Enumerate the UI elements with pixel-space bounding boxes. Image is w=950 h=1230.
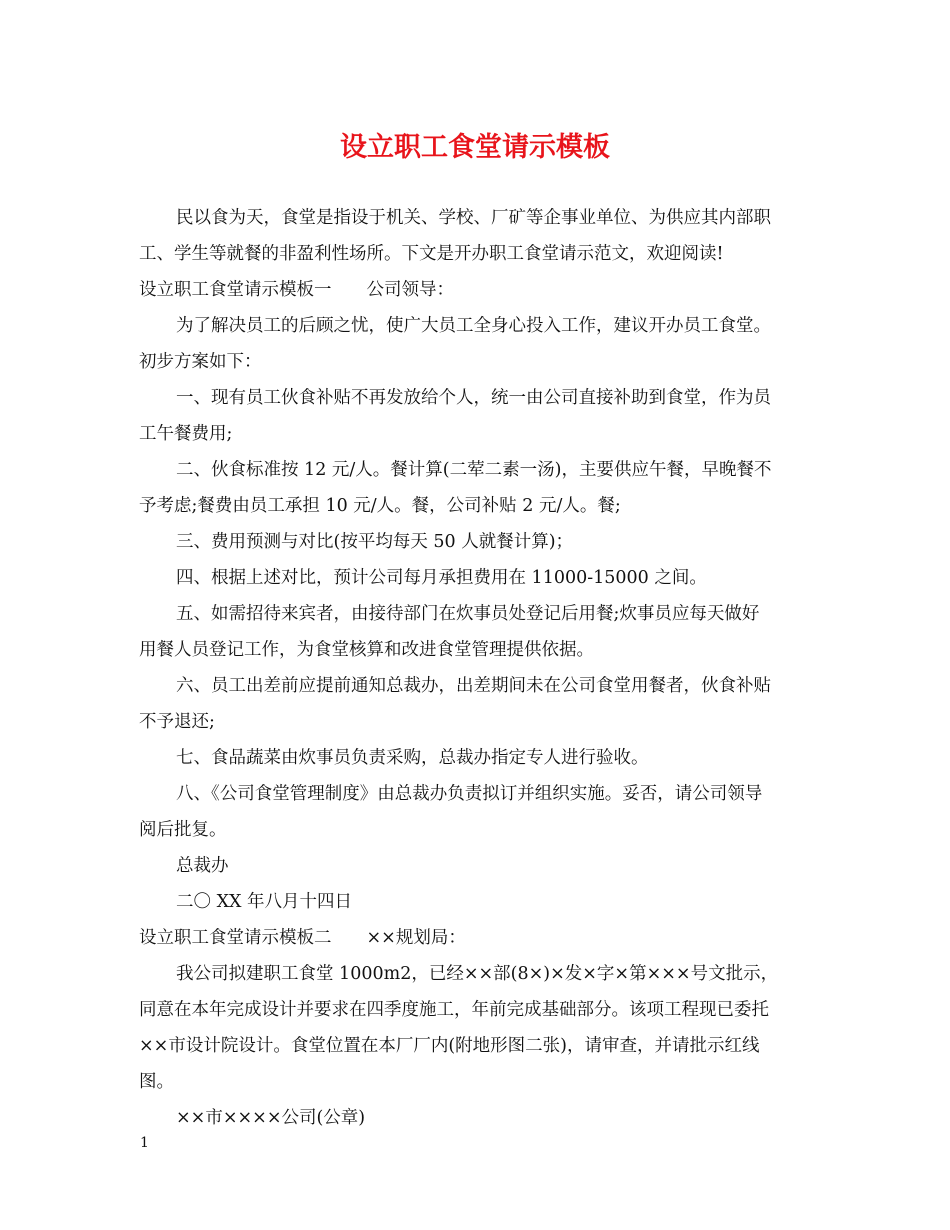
- signature-company: ××市××××公司(公章): [176, 1108, 366, 1128]
- list-item: 五、如需招待来宾者，由接待部门在炊事员处登记后用餐;炊事员应每天做好: [176, 604, 760, 624]
- body-line: 图。: [139, 1072, 174, 1092]
- list-item-cont: 不予退还;: [139, 712, 215, 732]
- body-line: 民以食为天，食堂是指设于机关、学校、厂矿等企事业单位、为供应其内部职: [176, 208, 771, 228]
- section-heading-1: 设立职工食堂请示模板一 公司领导：: [139, 280, 454, 300]
- list-item: 七、食品蔬菜由炊事员负责采购，总裁办指定专人进行验收。: [176, 748, 649, 768]
- body-line: ××市设计院设计。食堂位置在本厂厂内(附地形图二张)，请审查，并请批示红线: [139, 1036, 760, 1056]
- list-item: 一、现有员工伙食补贴不再发放给个人，统一由公司直接补助到食堂，作为员: [176, 388, 771, 408]
- document-title: 设立职工食堂请示模板: [340, 132, 610, 163]
- list-item: 六、员工出差前应提前通知总裁办，出差期间未在公司食堂用餐者，伙食补贴: [176, 676, 771, 696]
- body-line: 为了解决员工的后顾之忧，使广大员工全身心投入工作，建议开办员工食堂。: [176, 316, 771, 336]
- signature-date: 二〇 XX 年八月十四日: [176, 892, 353, 912]
- body-line: 同意在本年完成设计并要求在四季度施工，年前完成基础部分。该项工程现已委托: [139, 1000, 769, 1020]
- body-line: 工、学生等就餐的非盈利性场所。下文是开办职工食堂请示范文，欢迎阅读!: [139, 244, 724, 264]
- body-line: 我公司拟建职工食堂 1000m2，已经××部(8×)×发×字×第×××号文批示，: [176, 964, 779, 984]
- list-item: 四、根据上述对比，预计公司每月承担费用在 11000-15000 之间。: [176, 568, 707, 588]
- list-item-cont: 阅后批复。: [139, 820, 227, 840]
- body-line: 初步方案如下：: [139, 352, 262, 372]
- list-item: 八、《公司食堂管理制度》由总裁办负责拟订并组织实施。妥否，请公司领导: [176, 784, 763, 804]
- list-item: 三、费用预测与对比(按平均每天 50 人就餐计算)；: [176, 532, 574, 552]
- list-item: 二、伙食标准按 12 元/人。餐计算(二荤二素一汤)，主要供应午餐，早晚餐不: [176, 460, 772, 480]
- list-item-cont: 工午餐费用;: [139, 424, 233, 444]
- section-heading-2: 设立职工食堂请示模板二 ××规划局：: [139, 928, 466, 948]
- list-item-cont: 予考虑;餐费由员工承担 10 元/人。餐，公司补贴 2 元/人。餐;: [139, 496, 621, 516]
- page-number: 1: [140, 1135, 149, 1151]
- list-item-cont: 用餐人员登记工作，为食堂核算和改进食堂管理提供依据。: [139, 640, 594, 660]
- signature-dept: 总裁办: [176, 856, 229, 876]
